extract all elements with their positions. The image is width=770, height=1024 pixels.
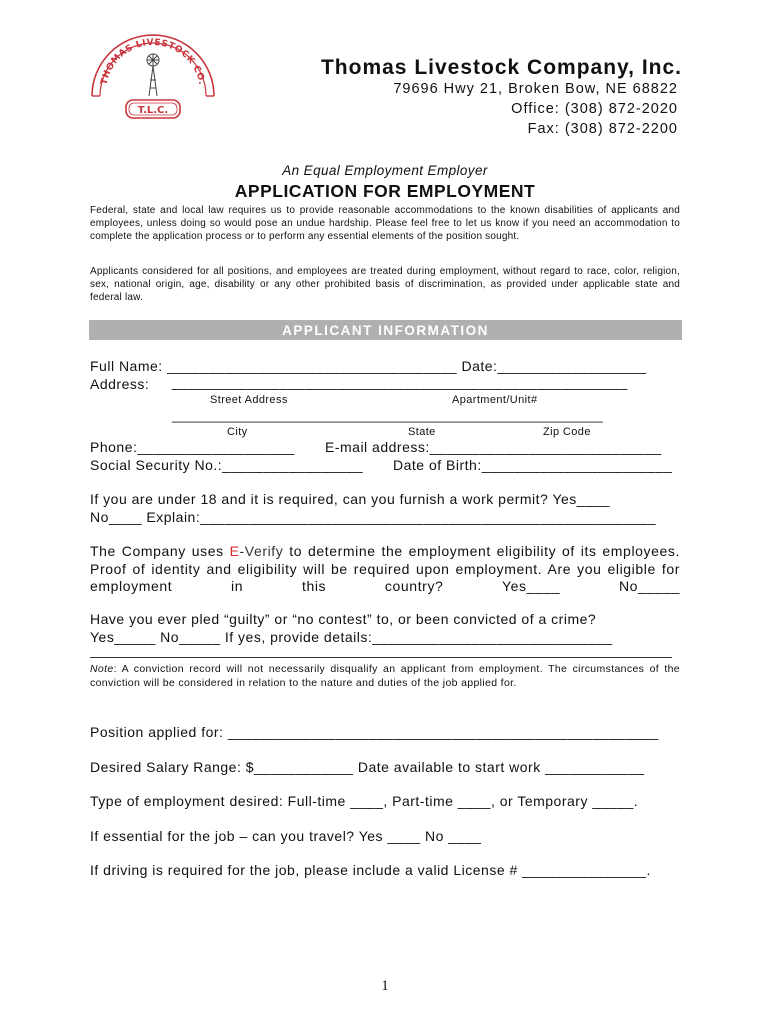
- eeo-statement: An Equal Employment Employer: [282, 163, 488, 178]
- everify-e: E: [229, 543, 240, 559]
- section-header-applicant-information: APPLICANT INFORMATION: [89, 320, 682, 340]
- accommodation-paragraph: Federal, state and local law requires us to provide reasonable accommodations to the known disabilities of applicants and employees, unless doing so would pose an undue hardship. Please feel free to let us know if you need an accommodation to complete the application process or to perform any essential elements of the position sought.: [90, 205, 680, 242]
- zip-caption: Zip Code: [543, 426, 591, 438]
- apartment-caption: Apartment/Unit#: [452, 394, 538, 406]
- company-office-phone: Office: (308) 872-2020: [511, 101, 678, 117]
- conviction-details-line[interactable]: [90, 657, 672, 658]
- company-address: 79696 Hwy 21, Broken Bow, NE 68822: [393, 81, 678, 97]
- everify-paragraph[interactable]: [90, 543, 680, 596]
- date-of-birth-field[interactable]: Date of Birth:_______________________: [393, 457, 673, 473]
- email-field[interactable]: E-mail address:____________________________: [325, 439, 662, 455]
- address-field[interactable]: _______________________________________________________: [172, 374, 628, 390]
- windmill-icon: [147, 54, 159, 96]
- company-logo: [86, 30, 220, 130]
- conviction-note: [90, 662, 680, 690]
- note-label: Note: [90, 663, 114, 675]
- work-permit-question[interactable]: If you are under 18 and it is required, can you furnish a work permit? Yes____: [90, 491, 610, 507]
- phone-field[interactable]: Phone:___________________: [90, 439, 295, 455]
- state-caption: State: [408, 426, 436, 438]
- employment-type-field[interactable]: Type of employment desired: Full-time ____, Part-time ____, or Temporary _____.: [90, 793, 639, 809]
- ssn-field[interactable]: Social Security No.:_________________: [90, 457, 364, 473]
- logo-initials: T.L.C.: [137, 105, 169, 116]
- work-permit-explain-field[interactable]: No____ Explain:_______________________________________________________: [90, 509, 656, 525]
- note-text: : A conviction record will not necessarily disqualify an applicant from employment. The circumstances of the conviction will be considered in relation to the nature and duties of the job applied for.: [90, 663, 680, 689]
- everify-text-before: The Company uses: [90, 543, 230, 559]
- city-state-zip-field[interactable]: __________________________________________________________: [172, 408, 603, 423]
- everify-text-after: to determine the employment eligibility of its employees. Proof of identity and eligibility will be required upon employment. Are you eligible for employment in this country? Yes____ No_____: [90, 543, 681, 594]
- company-fax: Fax: (308) 872-2200: [527, 121, 678, 137]
- company-name: Thomas Livestock Company, Inc.: [320, 56, 682, 79]
- everify-verify: -Verify: [239, 543, 284, 559]
- logo-arc-text: THOMAS LIVESTOCK CO.: [99, 37, 207, 86]
- city-caption: City: [227, 426, 248, 438]
- license-field[interactable]: If driving is required for the job, please include a valid License # _______________.: [90, 862, 651, 878]
- travel-field[interactable]: If essential for the job – can you travel? Yes ____ No ____: [90, 828, 482, 844]
- position-applied-field[interactable]: Position applied for: ____________________________________________________: [90, 724, 659, 740]
- address-label: Address:: [90, 376, 150, 392]
- street-address-caption: Street Address: [210, 394, 288, 406]
- conviction-question: Have you ever pled “guilty” or “no contest” to, or been convicted of a crime?: [90, 611, 597, 627]
- page-number: 1: [381, 978, 389, 994]
- form-title: APPLICATION FOR EMPLOYMENT: [234, 181, 536, 201]
- nondiscrimination-paragraph: Applicants considered for all positions, and employees are treated during employment, without regard to race, color, religion, sex, national origin, age, disability or any other prohibited basis of discrimination, as provided under applicable state and federal law.: [90, 266, 680, 303]
- full-name-date-field[interactable]: Full Name: ___________________________________ Date:__________________: [90, 358, 647, 374]
- salary-start-date-field[interactable]: Desired Salary Range: $____________ Date available to start work ____________: [90, 759, 645, 775]
- conviction-details-field[interactable]: Yes_____ No_____ If yes, provide details:_____________________________: [90, 629, 613, 645]
